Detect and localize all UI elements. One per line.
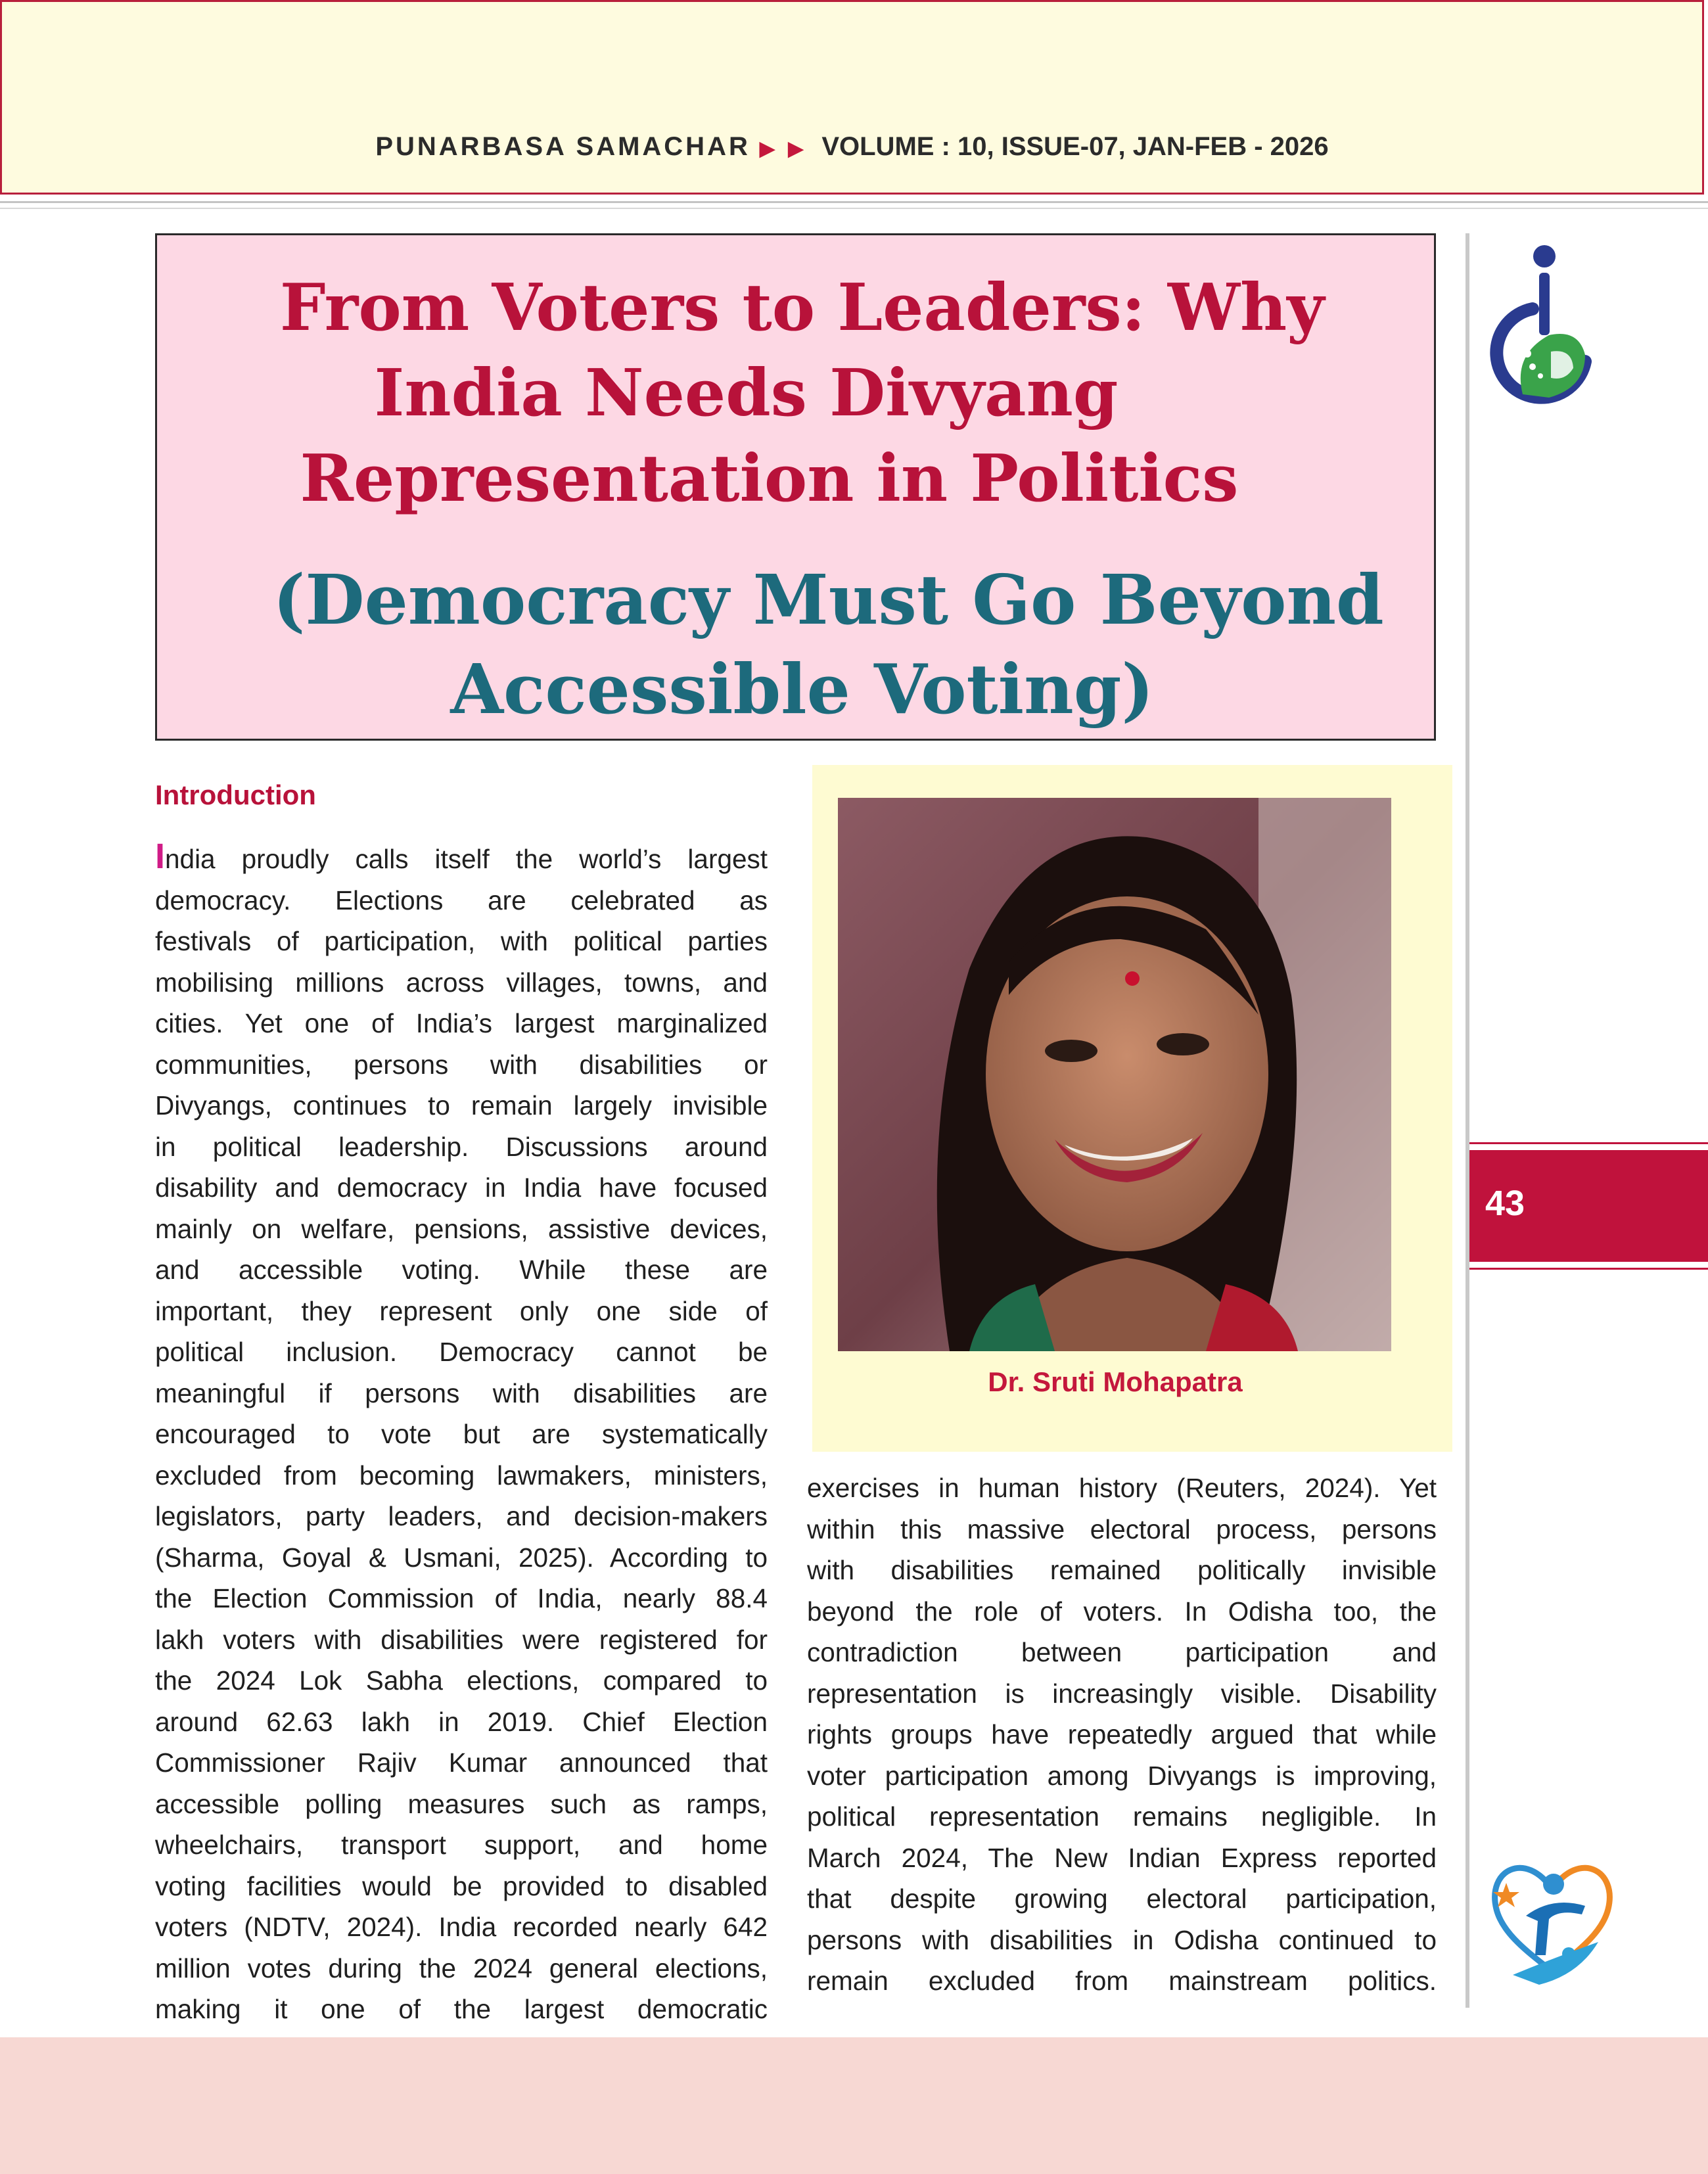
text-line: persons with disabilities in Odisha continued to <box>807 1924 1437 1955</box>
text-line: rights groups have repeatedly argued that while <box>807 1719 1437 1749</box>
text-line: with disabilities remained politically invisible <box>807 1555 1437 1585</box>
header-line <box>2 132 1702 162</box>
text-line: voting facilities would be provided to disabled <box>155 1870 768 1901</box>
author-photo <box>838 798 1391 1351</box>
text-line: meaningful if persons with disabilities are <box>155 1377 768 1408</box>
text-line: mainly on welfare, pensions, assistive devices, <box>155 1213 768 1244</box>
left-column <box>155 836 768 2030</box>
title-line: From Voters to Leaders: Why <box>279 270 1325 346</box>
text-line: and accessible voting. While these are <box>155 1255 768 1285</box>
text-line: that despite growing electoral participation, <box>807 1884 1437 1914</box>
article-title-box <box>155 233 1436 741</box>
text-line: democracy. Elections are celebrated as <box>155 885 768 915</box>
footer-band <box>0 2037 1708 2174</box>
inclusion-heart-logo-icon <box>1487 1843 1618 1995</box>
text-line: March 2024, The New Indian Express reported <box>807 1842 1437 1873</box>
text-line: around 62.63 lakh in 2019. Chief Election <box>155 1706 768 1737</box>
text-line: Commissioner Rajiv Kumar announced that <box>155 1747 768 1778</box>
text-line: excluded from becoming lawmakers, ministers, <box>155 1460 768 1491</box>
text-line: voter participation among Divyangs is improving, <box>807 1760 1437 1791</box>
text-line: political representation remains negligible. In <box>807 1801 1437 1832</box>
text-line: beyond the role of voters. In Odisha too, the <box>807 1596 1437 1627</box>
text-line: legislators, party leaders, and decision-makers <box>155 1501 768 1531</box>
text-line: accessible polling measures such as ramps, <box>155 1788 768 1819</box>
accessibility-logo-icon <box>1487 237 1605 434</box>
page-number-tab <box>1469 1150 1708 1262</box>
text-line: communities, persons with disabilities or <box>155 1049 768 1080</box>
magazine-name: PUNARBASA SAMACHAR <box>375 132 750 161</box>
margin-rule <box>1466 233 1469 2008</box>
text-line-content: ndia proudly calls itself the world’s largest <box>165 844 768 874</box>
text-line: in political leadership. Discussions around <box>155 1131 768 1162</box>
text-line: (Sharma, Goyal & Usmani, 2025). According to <box>155 1542 768 1573</box>
page-number: 43 <box>1485 1184 1525 1223</box>
right-column <box>807 1468 1437 2002</box>
subtitle-line: (Democracy Must Go Beyond <box>273 559 1384 640</box>
issue-info: VOLUME : 10, ISSUE-07, JAN-FEB - 2026 <box>821 132 1329 161</box>
section-heading: Introduction <box>155 779 316 810</box>
text-line: important, they represent only one side of <box>155 1295 768 1326</box>
article-subtitle <box>157 555 1434 734</box>
title-line: India Needs Divyang <box>374 356 1119 431</box>
header-rule <box>0 201 1708 203</box>
text-line: encouraged to vote but are systematically <box>155 1419 768 1449</box>
text-line: voters (NDTV, 2024). India recorded nearly 642 <box>155 1912 768 1942</box>
text-line: making it one of the largest democratic <box>155 1994 768 2024</box>
text-line: exercises in human history (Reuters, 2024). Yet <box>807 1473 1437 1503</box>
text-line: the Election Commission of India, nearly 88.4 <box>155 1583 768 1613</box>
text-line: remain excluded from mainstream politics. <box>807 1966 1437 1996</box>
text-line: within this massive electoral process, persons <box>807 1514 1437 1544</box>
text-line: festivals of participation, with political parties <box>155 926 768 956</box>
text-line: the 2024 Lok Sabha elections, compared to <box>155 1665 768 1696</box>
subtitle-line: Accessible Voting) <box>450 649 1154 729</box>
text-line: contradiction between participation and <box>807 1637 1437 1667</box>
text-line: representation is increasingly visible. Disability <box>807 1678 1437 1709</box>
text-line: disability and democracy in India have focused <box>155 1172 768 1203</box>
text-line: Divyangs, continues to remain largely invisible <box>155 1090 768 1121</box>
text-line <box>155 836 768 880</box>
author-photo-panel <box>812 765 1452 1452</box>
text-line: lakh voters with disabilities were registered for <box>155 1624 768 1655</box>
header-separator: ▶ ▶ <box>759 138 808 160</box>
article-title <box>157 266 1434 522</box>
title-line: Representation in Politics <box>300 441 1239 517</box>
text-line: political inclusion. Democracy cannot be <box>155 1337 768 1367</box>
text-line: million votes during the 2024 general elections, <box>155 1953 768 1983</box>
drop-cap: I <box>155 837 166 876</box>
photo-caption: Dr. Sruti Mohapatra <box>988 1366 1243 1397</box>
text-line: cities. Yet one of India’s largest marginalized <box>155 1008 768 1038</box>
text-line: wheelchairs, transport support, and home <box>155 1830 768 1860</box>
header-rule-thin <box>0 208 1708 209</box>
text-line: mobilising millions across villages, towns, and <box>155 967 768 998</box>
magazine-header <box>0 0 1704 195</box>
